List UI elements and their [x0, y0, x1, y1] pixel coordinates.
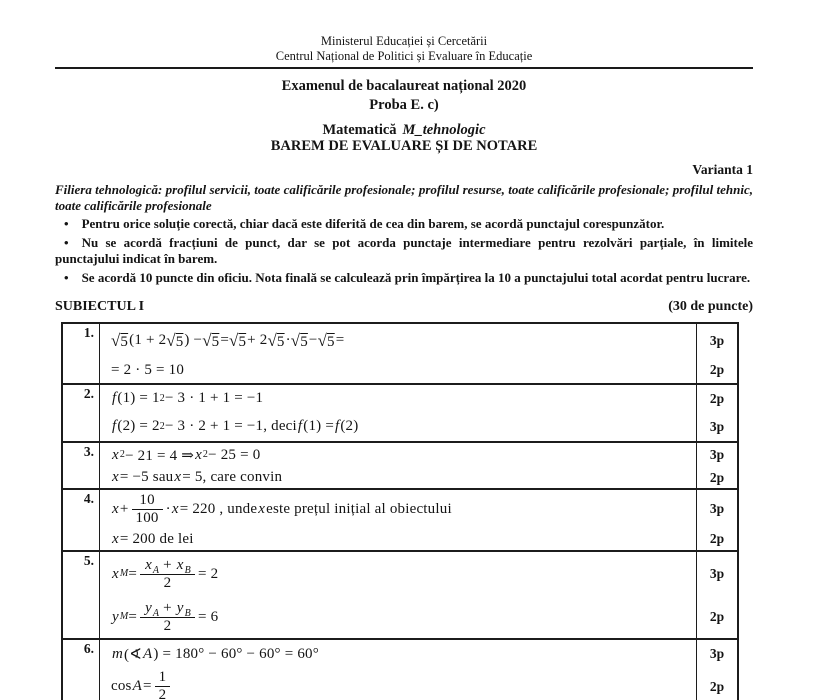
note-bullet-3: [55, 270, 753, 287]
table-row-1: [63, 324, 737, 385]
bullet-text-3: Se acordă 10 puncte din oficiu. Nota finală se calculează prin împărțirea la 10 a punctajului total acordat pentru lucrare.: [81, 269, 751, 285]
math-expression: x 2 − 21 = 4 ⇒ x 2 − 25 = 0: [112, 446, 261, 464]
points-value: 3p: [696, 412, 737, 441]
item-number: 3.: [63, 443, 100, 488]
math-expression: f (1) = 1 2 − 3 · 1 + 1 = −1: [112, 390, 264, 406]
math-expression: f (2) = 2 2 − 3 · 2 + 1 = −1, deci f (1) = f (2): [112, 418, 359, 434]
points-value: 2p: [696, 596, 737, 638]
math-expression: x M = $\frac{x_A + x_B}{2}$ = 2: [112, 556, 219, 591]
math-expression: = 2 · 5 = 10: [111, 361, 185, 378]
bullet-text-2: Nu se acordă fracțiuni de punct, dar se pot acorda punctaje intermediare pentru rezolvări parțiale, în limitele punctajului indicat în barem.: [55, 234, 753, 266]
math-expression: cos A = $\frac{1}{2}$: [100, 668, 696, 700]
item-number: 4.: [63, 490, 100, 550]
math-expression: y M = $\frac{y_A + y_B}{2}$ = 6: [112, 599, 219, 634]
math-expression: √5 (1 + 2 √5 ) − √5 = √5 + 2 √5 · √5 − √5 =: [111, 330, 345, 350]
math-expression: m (∢ A ) = 180° − 60° − 60° = 60°: [112, 645, 319, 663]
item-number: 6.: [63, 640, 100, 700]
points-value: 3p: [696, 640, 737, 668]
math-expression: x = −5 sau x = 5, care convin: [112, 469, 283, 485]
subiect-title: SUBIECTUL I: [55, 299, 145, 314]
points-value: 2p: [696, 357, 737, 383]
solution-line: [100, 385, 737, 412]
subject-title: [55, 122, 753, 138]
row-lines: [100, 640, 737, 700]
solution-line: [100, 443, 737, 467]
table-row-4: [63, 490, 737, 552]
bullet-marker: •: [64, 234, 69, 250]
row-lines: [100, 443, 737, 488]
subiect-heading: [55, 298, 753, 315]
scoring-table: [61, 322, 739, 700]
solution-line: [100, 357, 737, 383]
item-number: 2.: [63, 385, 100, 441]
filiera-note: Filiera tehnologică: profilul servicii, toate calificările profesionale; profilul resurse, toate calificările profesionale; profilul tehnic, toate calificările profesionale: [55, 182, 753, 213]
title-block: [55, 78, 753, 155]
solution-line: [100, 668, 737, 700]
solution-line: [100, 528, 737, 550]
solution-line: [100, 596, 737, 638]
points-value: 3p: [696, 443, 737, 467]
solution-line: [100, 552, 737, 596]
table-row-2: [63, 385, 737, 443]
variant-label: Varianta 1: [692, 162, 753, 177]
item-number: 5.: [63, 552, 100, 638]
points-value: 2p: [696, 528, 737, 550]
solution-line: [100, 324, 737, 357]
table-row-3: [63, 443, 737, 490]
solution-line: [100, 490, 737, 528]
subject-profile: M_tehnologic: [402, 122, 486, 138]
math-expression: x + $\frac{10}{100}$ · x = 220 , unde x este prețul inițial al obiectului: [112, 491, 452, 526]
table-row-5: [63, 552, 737, 640]
points-value: 2p: [696, 467, 737, 488]
subject-name: Matematică: [322, 122, 397, 138]
doc-title: BAREM DE EVALUARE ȘI DE NOTARE: [270, 138, 538, 154]
solution-line: [100, 640, 737, 668]
points-value: 2p: [696, 668, 737, 700]
bullet-marker: •: [64, 216, 69, 231]
note-bullet-2: [55, 235, 753, 268]
row-lines: [100, 490, 737, 550]
solution-line: [100, 467, 737, 488]
row-lines: [100, 324, 737, 383]
points-value: 3p: [696, 324, 737, 357]
note-bullet-1: [55, 216, 753, 233]
subiect-points-total: (30 de puncte): [668, 299, 753, 314]
bullet-text-1: Pentru orice soluție corectă, chiar dacă este diferită de cea din barem, se acordă punctajul corespunzător.: [81, 216, 665, 231]
math-expression: x = 200 de lei: [112, 530, 194, 547]
proba-title: Proba E. c): [369, 97, 439, 113]
row-lines: [100, 385, 737, 441]
org-header: [55, 34, 753, 64]
exam-title: Examenul de bacalaureat național 2020: [281, 78, 527, 94]
table-row-6: [63, 640, 737, 700]
ministry-line: Ministerul Educației și Cercetării: [320, 34, 488, 48]
points-value: 2p: [696, 385, 737, 412]
header-divider: [55, 67, 753, 69]
center-line: Centrul Național de Politici și Evaluare în Educație: [275, 49, 533, 63]
row-lines: [100, 552, 737, 638]
bullet-marker: •: [64, 269, 69, 285]
points-value: 3p: [696, 552, 737, 596]
solution-line: [100, 412, 737, 441]
item-number: 1.: [63, 324, 100, 383]
points-value: 3p: [696, 490, 737, 528]
